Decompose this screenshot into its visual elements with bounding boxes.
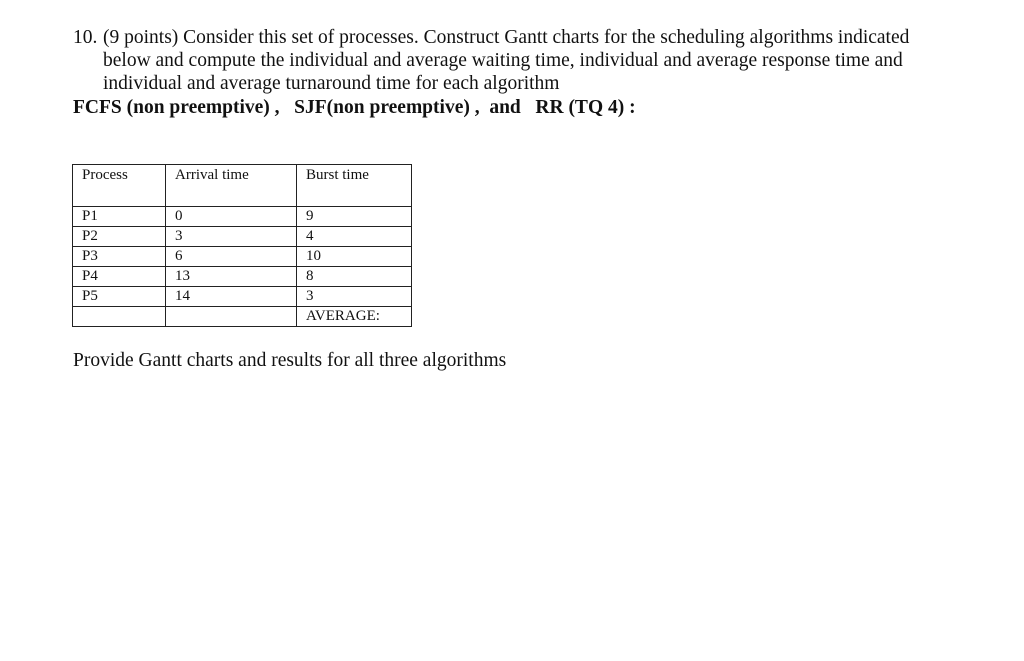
table-row xyxy=(73,287,412,307)
algorithm-list: FCFS (non preemptive) , SJF(non preemptive) , and RR (TQ 4) : xyxy=(73,97,636,118)
footer-cell-empty-2 xyxy=(166,307,297,327)
cell-burst: 3 xyxy=(297,287,412,307)
footer-cell-empty-1 xyxy=(73,307,166,327)
header-process: Process xyxy=(73,165,166,207)
table-footer-row xyxy=(73,307,412,327)
question-number: 10. xyxy=(73,27,98,48)
table-header-row xyxy=(73,165,412,207)
header-burst-time: Burst time xyxy=(297,165,412,207)
cell-process: P1 xyxy=(73,207,166,227)
cell-burst: 4 xyxy=(297,227,412,247)
cell-burst: 10 xyxy=(297,247,412,267)
question-line-1-text: (9 points) Consider this set of processes. Construct Gantt charts for the scheduling algorithms indicated xyxy=(103,27,910,48)
cell-process: P2 xyxy=(73,227,166,247)
cell-arrival: 0 xyxy=(166,207,297,227)
cell-process: P3 xyxy=(73,247,166,267)
question-line-3: individual and average turnaround time for each algorithm xyxy=(103,73,560,94)
cell-arrival: 13 xyxy=(166,267,297,287)
cell-burst: 8 xyxy=(297,267,412,287)
instruction-text: Provide Gantt charts and results for all three algorithms xyxy=(73,350,507,371)
table-row xyxy=(73,207,412,227)
table-row xyxy=(73,267,412,287)
header-arrival-time: Arrival time xyxy=(166,165,297,207)
cell-burst: 9 xyxy=(297,207,412,227)
table-row xyxy=(73,227,412,247)
question-line-2: below and compute the individual and average waiting time, individual and average response time and xyxy=(103,50,903,71)
question-text xyxy=(73,26,943,95)
question-line-1 xyxy=(73,26,943,49)
cell-process: P5 xyxy=(73,287,166,307)
process-table xyxy=(72,164,412,327)
cell-arrival: 14 xyxy=(166,287,297,307)
cell-process: P4 xyxy=(73,267,166,287)
average-label: AVERAGE: xyxy=(297,307,412,327)
cell-arrival: 3 xyxy=(166,227,297,247)
cell-arrival: 6 xyxy=(166,247,297,267)
table-row xyxy=(73,247,412,267)
